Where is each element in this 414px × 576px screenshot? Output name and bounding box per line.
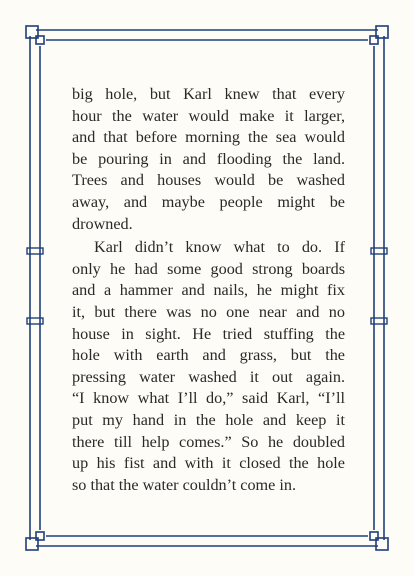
text-line: big hole, but Karl knew that every [72, 85, 345, 103]
text-line: so that the water couldn’t come in. [72, 475, 297, 494]
text-line: Karl didn’t know what to do. If [94, 238, 345, 257]
text-line: only he had some good strong boards [72, 259, 345, 278]
text-line: drowned. [72, 214, 133, 233]
text-line: there till help comes.” So he doubled [72, 432, 345, 451]
corner-ornament-bottom-left [26, 532, 44, 550]
text-line: hole with earth and grass, but the [72, 346, 345, 365]
text-line: pressing water washed it out again. [72, 367, 345, 386]
text-line: be pouring in and flooding the land. [72, 149, 345, 168]
text-line: Trees and houses would be washed [72, 171, 345, 190]
text-line: and that before morning the sea would [72, 128, 345, 147]
text-line: it, but there was no one near and no [72, 302, 345, 321]
text-line: “I know what I’ll do,” said Karl, “I’ll [72, 389, 345, 408]
page-text [72, 84, 345, 496]
paragraph-2 [72, 237, 345, 496]
paragraph-1 [72, 84, 345, 235]
text-line: put my hand in the hole and keep it [72, 410, 345, 429]
text-line: away, and maybe people might be [72, 192, 345, 211]
text-line: hour the water would make it larger, [72, 106, 345, 125]
corner-ornament-top-right [370, 26, 388, 44]
text-line: house in sight. He tried stuffing the [72, 324, 345, 343]
text-line: and a hammer and nails, he might fix [72, 281, 345, 300]
corner-ornament-top-left [26, 26, 44, 44]
corner-ornament-bottom-right [370, 532, 388, 550]
text-line: up his fist and with it closed the hole [72, 454, 345, 473]
